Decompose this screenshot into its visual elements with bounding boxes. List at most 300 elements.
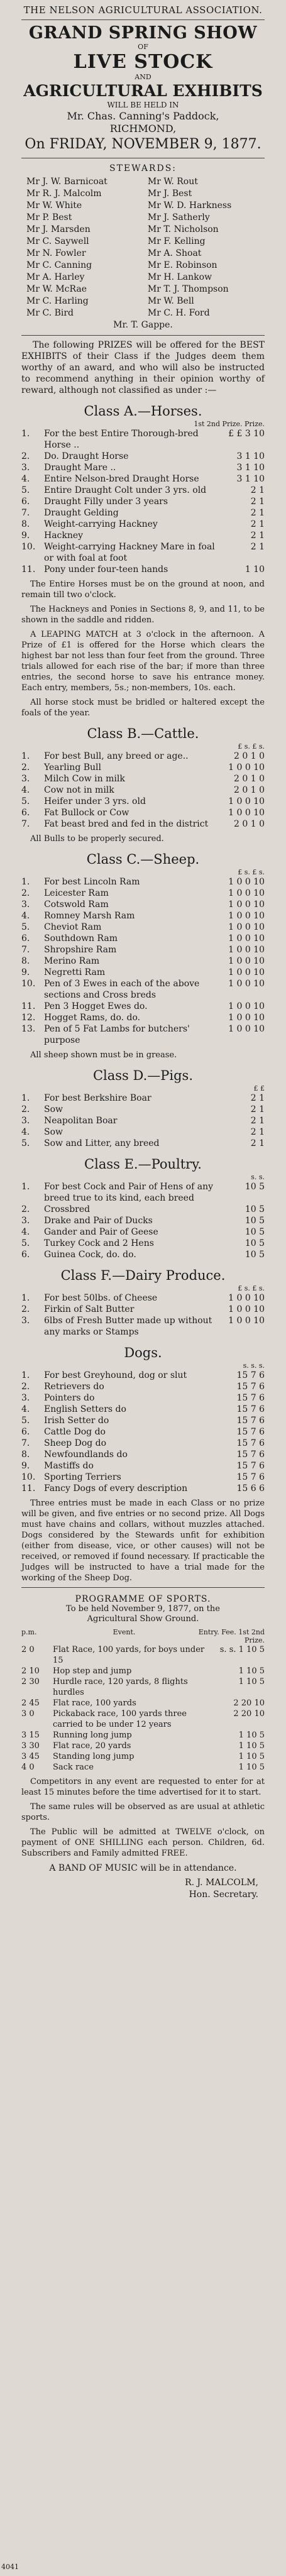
prize-description: Firkin of Salt Butter bbox=[44, 1304, 135, 1314]
prize-description: Sow bbox=[44, 1104, 63, 1115]
section-title: Class F.—Dairy Produce. bbox=[60, 1268, 226, 1283]
prize-number: 13. bbox=[21, 1024, 36, 1034]
prize-row bbox=[21, 1115, 265, 1126]
prize-amount: 1 0 0 10 bbox=[228, 1293, 265, 1303]
prize-number: 9. bbox=[21, 967, 30, 977]
event-prizes: s. s. 1 10 5 bbox=[219, 1645, 265, 1654]
steward-name: Mr J. Satherly bbox=[147, 212, 210, 223]
prize-row bbox=[21, 1404, 265, 1415]
steward-name: Mr J. Best bbox=[147, 189, 192, 199]
steward-name: Mr R. J. Malcolm bbox=[26, 189, 102, 199]
steward-name: Mr W. McRae bbox=[26, 284, 87, 294]
event-prizes: 1 10 5 bbox=[238, 1731, 265, 1740]
steward-name: Mr H. Lankow bbox=[147, 272, 212, 282]
prize-amount: 1 0 0 10 bbox=[228, 1316, 265, 1326]
prize-description: Drake and Pair of Ducks bbox=[44, 1216, 153, 1226]
prize-number: 1. bbox=[21, 1293, 30, 1303]
prize-sections bbox=[21, 402, 265, 1583]
steward-name: Mr T. Nicholson bbox=[147, 224, 219, 234]
prize-description: Romney Marsh Ram bbox=[44, 911, 135, 921]
prize-number: 4. bbox=[21, 1404, 30, 1414]
prize-description: Heifer under 3 yrs. old bbox=[44, 796, 146, 806]
section-title: Class A.—Horses. bbox=[84, 404, 202, 419]
divider bbox=[21, 335, 265, 336]
prize-row bbox=[21, 773, 265, 784]
headline-of: OF bbox=[138, 43, 148, 51]
prize-number: 5. bbox=[21, 922, 30, 932]
prize-description: Southdown Ram bbox=[44, 933, 118, 944]
prize-row bbox=[21, 1204, 265, 1215]
prize-row bbox=[21, 899, 265, 910]
prize-description: Milch Cow in milk bbox=[44, 774, 125, 784]
prize-row bbox=[21, 530, 265, 541]
event-name: Flat Race, 100 yards, for boys under 15 bbox=[53, 1645, 205, 1665]
prize-number: 2. bbox=[21, 1204, 30, 1214]
prize-amount: 1 0 0 10 bbox=[228, 1024, 265, 1034]
prize-number: 4. bbox=[21, 1227, 30, 1237]
programme-head-time: p.m. bbox=[21, 1628, 37, 1636]
prize-amount: 2 0 1 0 bbox=[234, 819, 265, 829]
prize-number: 3. bbox=[21, 1216, 30, 1226]
prize-description: Crossbred bbox=[44, 1204, 91, 1214]
programme-head-prizes: Entry. Fee. 1st 2nd Prize. bbox=[198, 1628, 265, 1644]
prize-amount: 3 1 10 bbox=[236, 474, 265, 484]
prize-description: Shropshire Ram bbox=[44, 945, 117, 955]
section-note: All sheep shown must be in grease. bbox=[30, 1050, 177, 1060]
steward-name: Mr W. D. Harkness bbox=[147, 201, 232, 211]
prize-description: Neapolitan Boar bbox=[44, 1116, 118, 1126]
prize-row bbox=[21, 762, 265, 773]
prize-amount: 15 7 6 bbox=[236, 1438, 265, 1448]
prize-number: 7. bbox=[21, 945, 30, 955]
prize-amount: 2 0 1 0 bbox=[234, 751, 265, 761]
event-name: Hop step and jump bbox=[53, 1666, 132, 1676]
section-title: Dogs. bbox=[124, 1345, 162, 1360]
prize-number: 2. bbox=[21, 1304, 30, 1314]
prize-number: 4. bbox=[21, 1127, 30, 1137]
prize-number: 3. bbox=[21, 1393, 30, 1403]
prize-amount: 1 0 0 10 bbox=[228, 956, 265, 966]
prize-description: Draught Filly under 3 years bbox=[44, 497, 168, 507]
prize-row bbox=[21, 1012, 265, 1023]
prize-description: Fancy Dogs of every description bbox=[44, 1483, 188, 1494]
steward-name: Mr W. Bell bbox=[147, 296, 194, 306]
prize-amount: 10 5 bbox=[245, 1227, 265, 1237]
prize-amount: 15 7 6 bbox=[236, 1393, 265, 1403]
programme-row bbox=[21, 1644, 265, 1666]
prize-amount: 1 0 0 10 bbox=[228, 979, 265, 989]
prize-number: 4. bbox=[21, 474, 30, 484]
prize-description: Negretti Ram bbox=[44, 967, 106, 977]
prize-number: 6. bbox=[21, 497, 30, 507]
programme-subtitle-2: Agricultural Show Ground. bbox=[87, 1614, 199, 1624]
event-name: Pickaback race, 100 yards three carried to be under 12 years bbox=[53, 1709, 187, 1729]
programme-row bbox=[21, 1676, 265, 1698]
prize-description: Yearling Bull bbox=[44, 762, 101, 773]
prize-row bbox=[21, 978, 265, 1001]
event-prizes: 1 10 5 bbox=[238, 1666, 265, 1676]
prize-amount: 1 0 0 10 bbox=[228, 888, 265, 898]
prize-row bbox=[21, 496, 265, 507]
prize-number: 1. bbox=[21, 1182, 30, 1192]
event-name: Flat race, 20 yards bbox=[53, 1741, 131, 1751]
signature-name: R. J. MALCOLM, bbox=[185, 1878, 258, 1888]
prize-description: Retrievers do bbox=[44, 1382, 104, 1392]
prize-number: 7. bbox=[21, 1438, 30, 1448]
event-time: 4 0 bbox=[21, 1763, 35, 1772]
prize-amount: 1 0 0 10 bbox=[228, 1001, 265, 1011]
prize-description: Merino Ram bbox=[44, 956, 100, 966]
prize-amount: 2 0 1 0 bbox=[234, 785, 265, 795]
prize-row bbox=[21, 1126, 265, 1138]
prize-amount: 15 7 6 bbox=[236, 1404, 265, 1414]
prize-row bbox=[21, 485, 265, 496]
section-title: Class C.—Sheep. bbox=[86, 852, 200, 867]
prize-number: 7. bbox=[21, 819, 30, 829]
prize-row bbox=[21, 1138, 265, 1149]
programme-note: The same rules will be observed as are usual at athletic sports. bbox=[21, 1802, 265, 1822]
event-prizes: 1 10 5 bbox=[238, 1752, 265, 1761]
prize-row bbox=[21, 1438, 265, 1449]
prize-description: English Setters do bbox=[44, 1404, 126, 1414]
prize-row bbox=[21, 1370, 265, 1381]
event-time: 3 45 bbox=[21, 1752, 40, 1761]
prize-row bbox=[21, 507, 265, 519]
prize-amount: 3 1 10 bbox=[236, 463, 265, 473]
prize-row bbox=[21, 1415, 265, 1426]
prize-column-header: s. s. bbox=[251, 1173, 265, 1181]
prize-number: 2. bbox=[21, 888, 30, 898]
prize-row bbox=[21, 1483, 265, 1494]
prize-number: 5. bbox=[21, 1138, 30, 1148]
event-time: 2 10 bbox=[21, 1666, 40, 1676]
prize-amount: 15 6 6 bbox=[236, 1483, 265, 1494]
prize-description: For best Berkshire Boar bbox=[44, 1093, 151, 1103]
prize-amount: 1 0 0 10 bbox=[228, 967, 265, 977]
event-time: 2 0 bbox=[21, 1645, 35, 1654]
event-name: Standing long jump bbox=[53, 1752, 135, 1761]
prize-description: For best Bull, any breed or age.. bbox=[44, 751, 189, 761]
show-date: On FRIDAY, NOVEMBER 9, 1877. bbox=[25, 136, 261, 152]
prize-amount: £ £ 3 10 bbox=[228, 429, 265, 439]
prize-number: 11. bbox=[21, 564, 36, 575]
steward-name: Mr P. Best bbox=[26, 212, 72, 223]
event-prizes: 2 20 10 bbox=[233, 1698, 265, 1708]
prize-row bbox=[21, 910, 265, 922]
programme-row bbox=[21, 1730, 265, 1741]
prize-amount: 1 0 0 10 bbox=[228, 933, 265, 944]
prize-number: 7. bbox=[21, 508, 30, 518]
steward-name: Mr C. Canning bbox=[26, 260, 92, 270]
prize-description: Hackney bbox=[44, 531, 84, 541]
prize-row bbox=[21, 462, 265, 473]
prize-description: Pointers do bbox=[44, 1393, 95, 1403]
prize-amount: 2 1 bbox=[250, 542, 265, 552]
event-time: 3 15 bbox=[21, 1731, 40, 1740]
programme-row bbox=[21, 1698, 265, 1709]
prize-amount: 3 1 10 bbox=[236, 451, 265, 461]
prize-amount: 2 1 bbox=[250, 485, 265, 495]
prize-row bbox=[21, 1426, 265, 1438]
prize-row bbox=[21, 1292, 265, 1304]
prize-amount: 2 1 bbox=[250, 1127, 265, 1137]
ad-number: 4041 bbox=[1, 2563, 19, 2571]
section-note: All horse stock must be bridled or haltered except the foals of the year. bbox=[21, 698, 265, 718]
prize-amount: 1 0 0 10 bbox=[228, 796, 265, 806]
prize-row bbox=[21, 751, 265, 762]
prize-amount: 10 5 bbox=[245, 1250, 265, 1260]
prize-number: 6. bbox=[21, 1250, 30, 1260]
prize-number: 9. bbox=[21, 1461, 30, 1471]
prize-number: 3. bbox=[21, 900, 30, 910]
programme-row bbox=[21, 1741, 265, 1751]
event-name: Flat race, 100 yards bbox=[53, 1698, 136, 1708]
prize-description: Cheviot Ram bbox=[44, 922, 102, 932]
prize-row bbox=[21, 1238, 265, 1249]
prize-description: Fat beast bred and fed in the district bbox=[44, 819, 209, 829]
prize-row bbox=[21, 944, 265, 955]
prize-description: Sow bbox=[44, 1127, 63, 1137]
prize-description: Draught Gelding bbox=[44, 508, 119, 518]
prize-column-header: £ s. £ s. bbox=[238, 742, 265, 751]
prize-number: 5. bbox=[21, 796, 30, 806]
prize-number: 6. bbox=[21, 1427, 30, 1437]
event-name: Running long jump bbox=[53, 1731, 132, 1740]
prize-row bbox=[21, 784, 265, 796]
prize-column-header: £ s. £ s. bbox=[238, 868, 265, 876]
prize-amount: 15 7 6 bbox=[236, 1450, 265, 1460]
steward-last: Mr. T. Gappe. bbox=[113, 320, 173, 330]
stewards-left-column bbox=[26, 176, 138, 319]
prize-description: Pen 3 Hogget Ewes do. bbox=[44, 1001, 148, 1011]
steward-name: Mr W. Rout bbox=[147, 177, 198, 187]
prize-number: 3. bbox=[21, 1116, 30, 1126]
event-prizes: 2 20 10 bbox=[233, 1709, 265, 1719]
prize-amount: 2 0 1 0 bbox=[234, 774, 265, 784]
prize-row bbox=[21, 967, 265, 978]
prize-amount: 1 0 0 10 bbox=[228, 808, 265, 818]
headline-exhibits: AGRICULTURAL EXHIBITS bbox=[23, 82, 263, 100]
prize-row bbox=[21, 1093, 265, 1104]
section-note: All Bulls to be properly secured. bbox=[30, 834, 164, 844]
prize-description: For best Cock and Pair of Hens of any breed true to its kind, each breed bbox=[44, 1182, 214, 1203]
prize-description: For best 50lbs. of Cheese bbox=[44, 1293, 158, 1303]
divider bbox=[21, 1587, 265, 1588]
prize-row bbox=[21, 1460, 265, 1472]
prize-number: 10. bbox=[21, 979, 36, 989]
prize-number: 9. bbox=[21, 531, 30, 541]
event-prizes: 1 10 5 bbox=[238, 1763, 265, 1772]
event-time: 3 30 bbox=[21, 1741, 40, 1751]
event-prizes: 1 10 5 bbox=[238, 1741, 265, 1751]
prize-row bbox=[21, 473, 265, 485]
prize-number: 11. bbox=[21, 1483, 36, 1494]
section-note: A LEAPING MATCH at 3 o'clock in the afternoon. A Prize of £1 is offered for the Horse which clears the highest bar not less than four feet from the ground. Three trials allowed for each rise of the bar; if more than three entries, the second horse to save his entrance money. Each entry, members, 5s.; non-members, 10s. each. bbox=[21, 630, 265, 693]
steward-name: Mr J. Marsden bbox=[26, 224, 91, 234]
steward-name: Mr A. Harley bbox=[26, 272, 85, 282]
prize-row bbox=[21, 564, 265, 575]
prize-row bbox=[21, 818, 265, 830]
programme-note: Competitors in any event are requested to enter for at least 15 minutes before the time advertised for it to start. bbox=[21, 1777, 265, 1797]
prize-description: Irish Setter do bbox=[44, 1416, 109, 1426]
prize-number: 1. bbox=[21, 877, 30, 887]
steward-name: Mr T. J. Thompson bbox=[147, 284, 229, 294]
prize-amount: 2 1 bbox=[250, 531, 265, 541]
prize-number: 3. bbox=[21, 1316, 30, 1326]
prize-description: Cow not in milk bbox=[44, 785, 114, 795]
steward-name: Mr A. Shoat bbox=[147, 248, 202, 258]
prize-amount: 10 5 bbox=[245, 1238, 265, 1248]
prize-amount: 1 0 0 10 bbox=[228, 900, 265, 910]
prize-amount: 1 0 0 10 bbox=[228, 1013, 265, 1023]
prize-number: 2. bbox=[21, 762, 30, 773]
steward-name: Mr C. Saywell bbox=[26, 236, 89, 246]
prize-description: Leicester Ram bbox=[44, 888, 109, 898]
prize-number: 5. bbox=[21, 485, 30, 495]
prize-row bbox=[21, 922, 265, 933]
programme-subtitle-1: To be held November 9, 1877, on the bbox=[66, 1604, 220, 1614]
prize-description: Pen of 5 Fat Lambs for butchers' purpose bbox=[44, 1024, 190, 1045]
prize-amount: 15 7 6 bbox=[236, 1382, 265, 1392]
prize-row bbox=[21, 796, 265, 807]
prize-amount: 1 0 0 10 bbox=[228, 877, 265, 887]
steward-name: Mr C. Harling bbox=[26, 296, 89, 306]
prize-description: Guinea Cock, do. do. bbox=[44, 1250, 136, 1260]
event-time: 3 0 bbox=[21, 1709, 35, 1719]
prize-row bbox=[21, 807, 265, 818]
prize-amount: 2 1 bbox=[250, 497, 265, 507]
prize-number: 12. bbox=[21, 1013, 36, 1023]
prize-amount: 15 7 6 bbox=[236, 1416, 265, 1426]
section-note: Three entries must be made in each Class or no prize will be given, and five entries or no second prize. All Dogs must have chains and collars, without muzzles attached. Dogs considered by the Stewards unfit for exhibition (either from disease, vice, or other causes) will not be received, or removed if found necessary. If practicable the Judges will be instructed to have a trial made for the working of the Sheep Dog. bbox=[21, 1499, 265, 1583]
prize-number: 8. bbox=[21, 519, 30, 529]
prize-description: Cattle Dog do bbox=[44, 1427, 106, 1437]
prize-description: Cotswold Ram bbox=[44, 900, 109, 910]
prize-description: 6lbs of Fresh Butter made up without any marks or Stamps bbox=[44, 1316, 212, 1337]
prize-number: 10. bbox=[21, 1472, 36, 1482]
prize-row bbox=[21, 1181, 265, 1204]
prize-row bbox=[21, 1104, 265, 1115]
prize-number: 2. bbox=[21, 1104, 30, 1115]
prize-description: Turkey Cock and 2 Hens bbox=[44, 1238, 154, 1248]
prize-number: 1. bbox=[21, 429, 30, 439]
event-time: 2 30 bbox=[21, 1677, 40, 1687]
section-title: Class E.—Poultry. bbox=[84, 1157, 202, 1172]
steward-name: Mr C. H. Ford bbox=[147, 308, 210, 318]
prize-row bbox=[21, 1449, 265, 1460]
steward-name: Mr E. Robinson bbox=[147, 260, 217, 270]
prize-amount: 1 0 0 10 bbox=[228, 922, 265, 932]
prize-row bbox=[21, 955, 265, 967]
prize-amount: 15 7 6 bbox=[236, 1461, 265, 1471]
prize-row bbox=[21, 888, 265, 899]
prize-amount: 1 0 0 10 bbox=[228, 1304, 265, 1314]
prize-number: 5. bbox=[21, 1416, 30, 1426]
prize-number: 2. bbox=[21, 451, 30, 461]
prize-amount: 10 5 bbox=[245, 1216, 265, 1226]
prize-number: 6. bbox=[21, 933, 30, 944]
prize-row bbox=[21, 876, 265, 888]
section-note: The Hackneys and Ponies in Sections 8, 9, and 11, to be shown in the saddle and ridden. bbox=[21, 605, 265, 625]
society-name: THE NELSON AGRICULTURAL ASSOCIATION. bbox=[23, 4, 263, 16]
prize-description: Entire Draught Colt under 3 yrs. old bbox=[44, 485, 207, 495]
prize-number: 8. bbox=[21, 956, 30, 966]
prize-row bbox=[21, 1226, 265, 1238]
prize-description: For best Lincoln Ram bbox=[44, 877, 140, 887]
headline-show: GRAND SPRING SHOW bbox=[28, 23, 258, 43]
prize-amount: 1 0 0 10 bbox=[228, 762, 265, 773]
prize-number: 1. bbox=[21, 1370, 30, 1380]
prize-description: Weight-carrying Hackney bbox=[44, 519, 158, 529]
band-notice: A BAND OF MUSIC will be in attendance. bbox=[49, 1863, 237, 1873]
steward-name: Mr J. W. Barnicoat bbox=[26, 177, 107, 187]
steward-name: Mr N. Fowler bbox=[26, 248, 86, 258]
prize-amount: 1 10 bbox=[245, 564, 265, 575]
prize-description: Do. Draught Horse bbox=[44, 451, 129, 461]
programme-head-event: Event. bbox=[113, 1628, 136, 1636]
event-name: Sack race bbox=[53, 1763, 94, 1772]
prize-row bbox=[21, 519, 265, 530]
prize-amount: 2 1 bbox=[250, 1093, 265, 1103]
prize-amount: 10 5 bbox=[245, 1182, 265, 1192]
steward-name: Mr W. White bbox=[26, 201, 82, 211]
prize-amount: 2 1 bbox=[250, 1138, 265, 1148]
prize-column-header: s. s. s. bbox=[243, 1362, 265, 1370]
programme-notes bbox=[21, 1776, 265, 1859]
prize-description: Pen of 3 Ewes in each of the above sections and Cross breds bbox=[44, 979, 200, 1000]
prize-number: 3. bbox=[21, 463, 30, 473]
prize-row bbox=[21, 1023, 265, 1046]
prize-column-header: 1st 2nd Prize. Prize. bbox=[194, 420, 265, 428]
place-text: RICHMOND, bbox=[109, 123, 177, 135]
prize-description: Sheep Dog do bbox=[44, 1438, 107, 1448]
programme-row bbox=[21, 1709, 265, 1730]
prize-description: Hogget Rams, do. do. bbox=[44, 1013, 141, 1023]
held-text: WILL BE HELD IN bbox=[107, 101, 179, 109]
prize-amount: 2 1 bbox=[250, 508, 265, 518]
headline-livestock: LIVE STOCK bbox=[73, 51, 213, 73]
prize-row bbox=[21, 1215, 265, 1226]
prize-number: 11. bbox=[21, 1001, 36, 1011]
stewards-title: STEWARDS: bbox=[109, 163, 177, 173]
prize-description: Pony under four-teen hands bbox=[44, 564, 168, 575]
programme-note: The Public will be admitted at TWELVE o'clock, on payment of ONE SHILLING each person. Children, 6d. Subscribers and Family admitted FREE. bbox=[21, 1827, 265, 1858]
prize-description: Mastiffs do bbox=[44, 1461, 94, 1471]
prize-amount: 10 5 bbox=[245, 1204, 265, 1214]
prize-description: For best Greyhound, dog or slut bbox=[44, 1370, 187, 1380]
prize-row bbox=[21, 428, 265, 451]
prize-description: Sporting Terriers bbox=[44, 1472, 121, 1482]
prize-column-header: £ £ bbox=[253, 1084, 265, 1093]
headline-and: AND bbox=[135, 73, 151, 81]
prize-row bbox=[21, 1249, 265, 1260]
prize-number: 3. bbox=[21, 774, 30, 784]
steward-name: Mr C. Bird bbox=[26, 308, 74, 318]
prize-number: 1. bbox=[21, 751, 30, 761]
prize-row bbox=[21, 451, 265, 462]
prize-number: 10. bbox=[21, 542, 36, 552]
intro-paragraph: The following PRIZES will be offered for the BEST EXHIBITS of their Class if the Judges deem them worthy of an award, and who will also be instructed to recommend anything in their opinion worthy of reward, although not classified as under :— bbox=[21, 340, 265, 395]
prize-column-header: £ s. £ s. bbox=[238, 1284, 265, 1292]
prize-description: Newfoundlands do bbox=[44, 1450, 128, 1460]
prize-row bbox=[21, 1001, 265, 1012]
divider bbox=[21, 19, 265, 20]
prize-amount: 2 1 bbox=[250, 1104, 265, 1115]
prize-row bbox=[21, 541, 265, 564]
prize-number: 1. bbox=[21, 1093, 30, 1103]
prize-row bbox=[21, 1472, 265, 1483]
event-prizes: 1 10 5 bbox=[238, 1677, 265, 1687]
